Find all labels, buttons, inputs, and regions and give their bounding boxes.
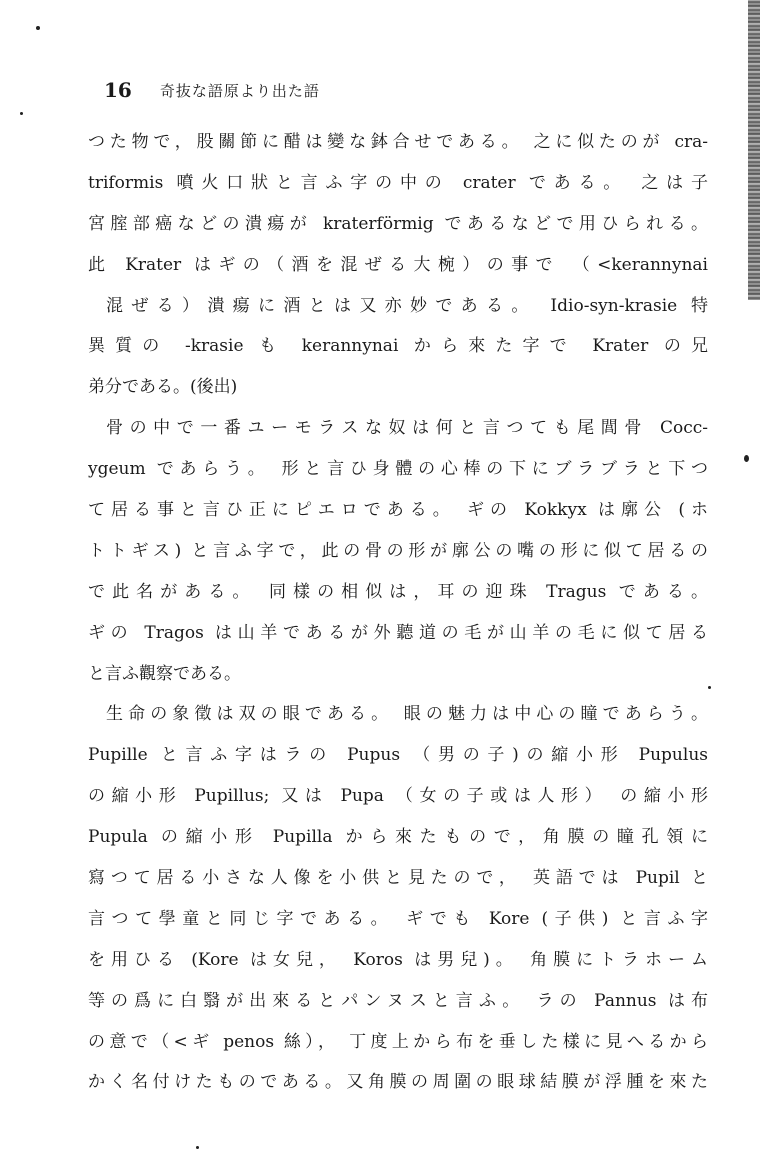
text-line: で此名がある。 同樣の相似は，耳の迎珠 Tragus である。: [88, 581, 708, 602]
running-title: 奇抜な語原より出た語: [159, 81, 320, 100]
text-line: 弟分である。(後出): [88, 377, 238, 398]
text-line: つた物で，股關節に醋は變な鉢合せである。 之に似たのが cra-: [88, 132, 708, 152]
text-line: ギの Tragos は山羊であるが外聽道の毛が山羊の毛に似て居る: [88, 622, 708, 643]
text-line: の意で（<ギ penos 絲）， 丁度上から布を垂した樣に見へるから: [88, 1031, 708, 1052]
text-line: 寫つて居る小さな人像を小供と見たので， 英語では Pupil と: [88, 868, 708, 889]
scan-speck: [708, 686, 711, 689]
text-line: て居る事と言ひ正にピエロである。 ギの Kokkyx は廓公 (ホ: [88, 500, 708, 521]
text-line: 異質の -krasie も kerannynai から來た字で Krater の兄: [88, 336, 708, 357]
page-header: [90, 72, 710, 108]
scan-speck: [20, 112, 23, 115]
text-line: 生命の象徵は双の眼である。 眼の魅力は中心の瞳であらう。: [106, 704, 708, 725]
text-line: 骨の中で一番ユーモラスな奴は何と言つても尾閭骨 Cocc-: [106, 418, 708, 439]
text-line: ygeum であらう。 形と言ひ身體の心棒の下にブラブラと下つ: [88, 459, 708, 480]
text-line: の縮小形 Pupillus; 又は Pupa （女の子或は人形） の縮小形: [88, 786, 708, 807]
text-line: 等の爲に白翳が出來るとパンヌスと言ふ。 ラの Pannus は布: [88, 990, 708, 1011]
text-line: 混ぜる）潰瘍に酒とは又亦妙である。 Idio-syn-krasie 特: [106, 295, 708, 316]
text-line: 言つて學童と同じ字である。 ギでも Kore (子供) と言ふ字: [88, 908, 708, 929]
scan-speck: [744, 455, 749, 462]
page-number: 16: [104, 78, 132, 102]
text-line: と言ふ觀察である。: [88, 663, 241, 684]
text-line: Pupille と言ふ字はラの Pupus （男の子)の縮小形 Pupulus: [88, 745, 708, 766]
text-line: triformis 噴火口狀と言ふ字の中の crater である。 之は子: [88, 172, 708, 193]
text-line: 此 Krater はギの（酒を混ぜる大椀）の事で （<kerannynai: [88, 254, 708, 275]
scan-speck: [36, 26, 40, 30]
text-line: 宮腟部癌などの潰瘍が kraterförmig であるなどで用ひられる。: [88, 213, 708, 234]
body-text: [88, 122, 708, 1103]
text-line: トトギス) と言ふ字で，此の骨の形が廓公の嘴の形に似て居るの: [88, 540, 708, 561]
scanned-page-edge: [748, 0, 760, 300]
scan-speck: [196, 1146, 199, 1149]
text-line: かく名付けたものである。又角膜の周圍の眼球結膜が浮腫を來た: [88, 1072, 708, 1093]
text-line: を用ひる (Kore は女兒， Koros は男兒)。 角膜にトラホーム: [88, 949, 708, 970]
text-line: Pupula の縮小形 Pupilla から來たもので，角膜の瞳孔領に: [88, 827, 708, 848]
